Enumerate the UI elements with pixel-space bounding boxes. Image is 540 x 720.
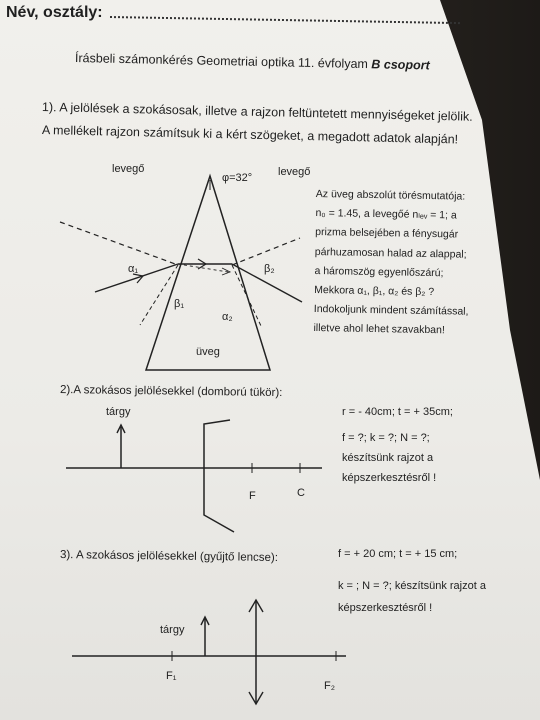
lens-object-label: tárgy (160, 624, 185, 636)
name-class-label: Név, osztály: (6, 4, 103, 21)
lens-f1-label: F₁ (166, 670, 177, 682)
beta1-label: β₁ (174, 298, 185, 310)
air-right-label: levegő (278, 166, 311, 178)
exit-dashed-normal (232, 238, 300, 265)
beta2-label: β₂ (264, 263, 275, 275)
phi-angle-label: φ=32° (222, 172, 253, 184)
task1-instruction-line2: A mellékelt rajzon számítsuk ki a kért szögeket, a megadott adatok alapján! (41, 123, 459, 147)
incident-dashed-normal (60, 222, 178, 265)
convex-mirror (204, 420, 234, 532)
mirror-f-label: F (249, 490, 256, 502)
normal-left-lower (140, 265, 178, 325)
task3-given-line2: k = ; N = ?; készítsünk rajzot a képszerkesztésről ! (338, 580, 486, 614)
alpha1-label: α₁ (128, 263, 139, 275)
task2-given-line1: r = - 40cm; t = + 35cm; (342, 406, 453, 418)
title-main: Írásbeli számonkérés Geometriai optika 11. évfolyam (74, 51, 369, 72)
alpha2-label: α₂ (222, 311, 233, 323)
lens-f2-label: F₂ (324, 680, 335, 692)
task3-heading: 3). A szokásos jelölésekkel (gyűjtő lencse): (59, 549, 279, 565)
title-group: B csoport (371, 57, 430, 73)
air-left-label: levegő (112, 163, 145, 175)
task1-instruction-line1: 1). A jelölések a szokásosak, illetve a rajzon feltüntetett mennyiségeket jelölik. (41, 100, 473, 124)
mirror-c-label: C (297, 487, 305, 499)
task1-description: Az üveg abszolút törésmutatója: n₀ = 1.45, a levegőé nₗₑᵥ = 1; a prizma belsejében a fénysugár párhuzamosan halad az alappal; a háromszög egyenlőszárú; Mekkora α₁, β₁, α₂ és β₂ ? Indokoljunk mindent számítással, illetve ahol lehet szavakban! (313, 187, 469, 337)
task3-given-data (338, 543, 528, 619)
glass-label: üveg (196, 346, 220, 358)
task3-given-line1: f = + 20 cm; t = + 15 cm; (338, 548, 458, 560)
mirror-object-label: tárgy (106, 406, 131, 418)
task2-given-line3: készítsünk rajzot a képszerkesztésről ! (342, 452, 437, 484)
task2-heading: 2).A szokásos jelölésekkel (domború tükör): (59, 384, 283, 400)
task2-given-line2: f = ?; k = ?; N = ?; (342, 432, 430, 444)
task2-given-data (342, 402, 502, 488)
prism-triangle (146, 176, 270, 370)
